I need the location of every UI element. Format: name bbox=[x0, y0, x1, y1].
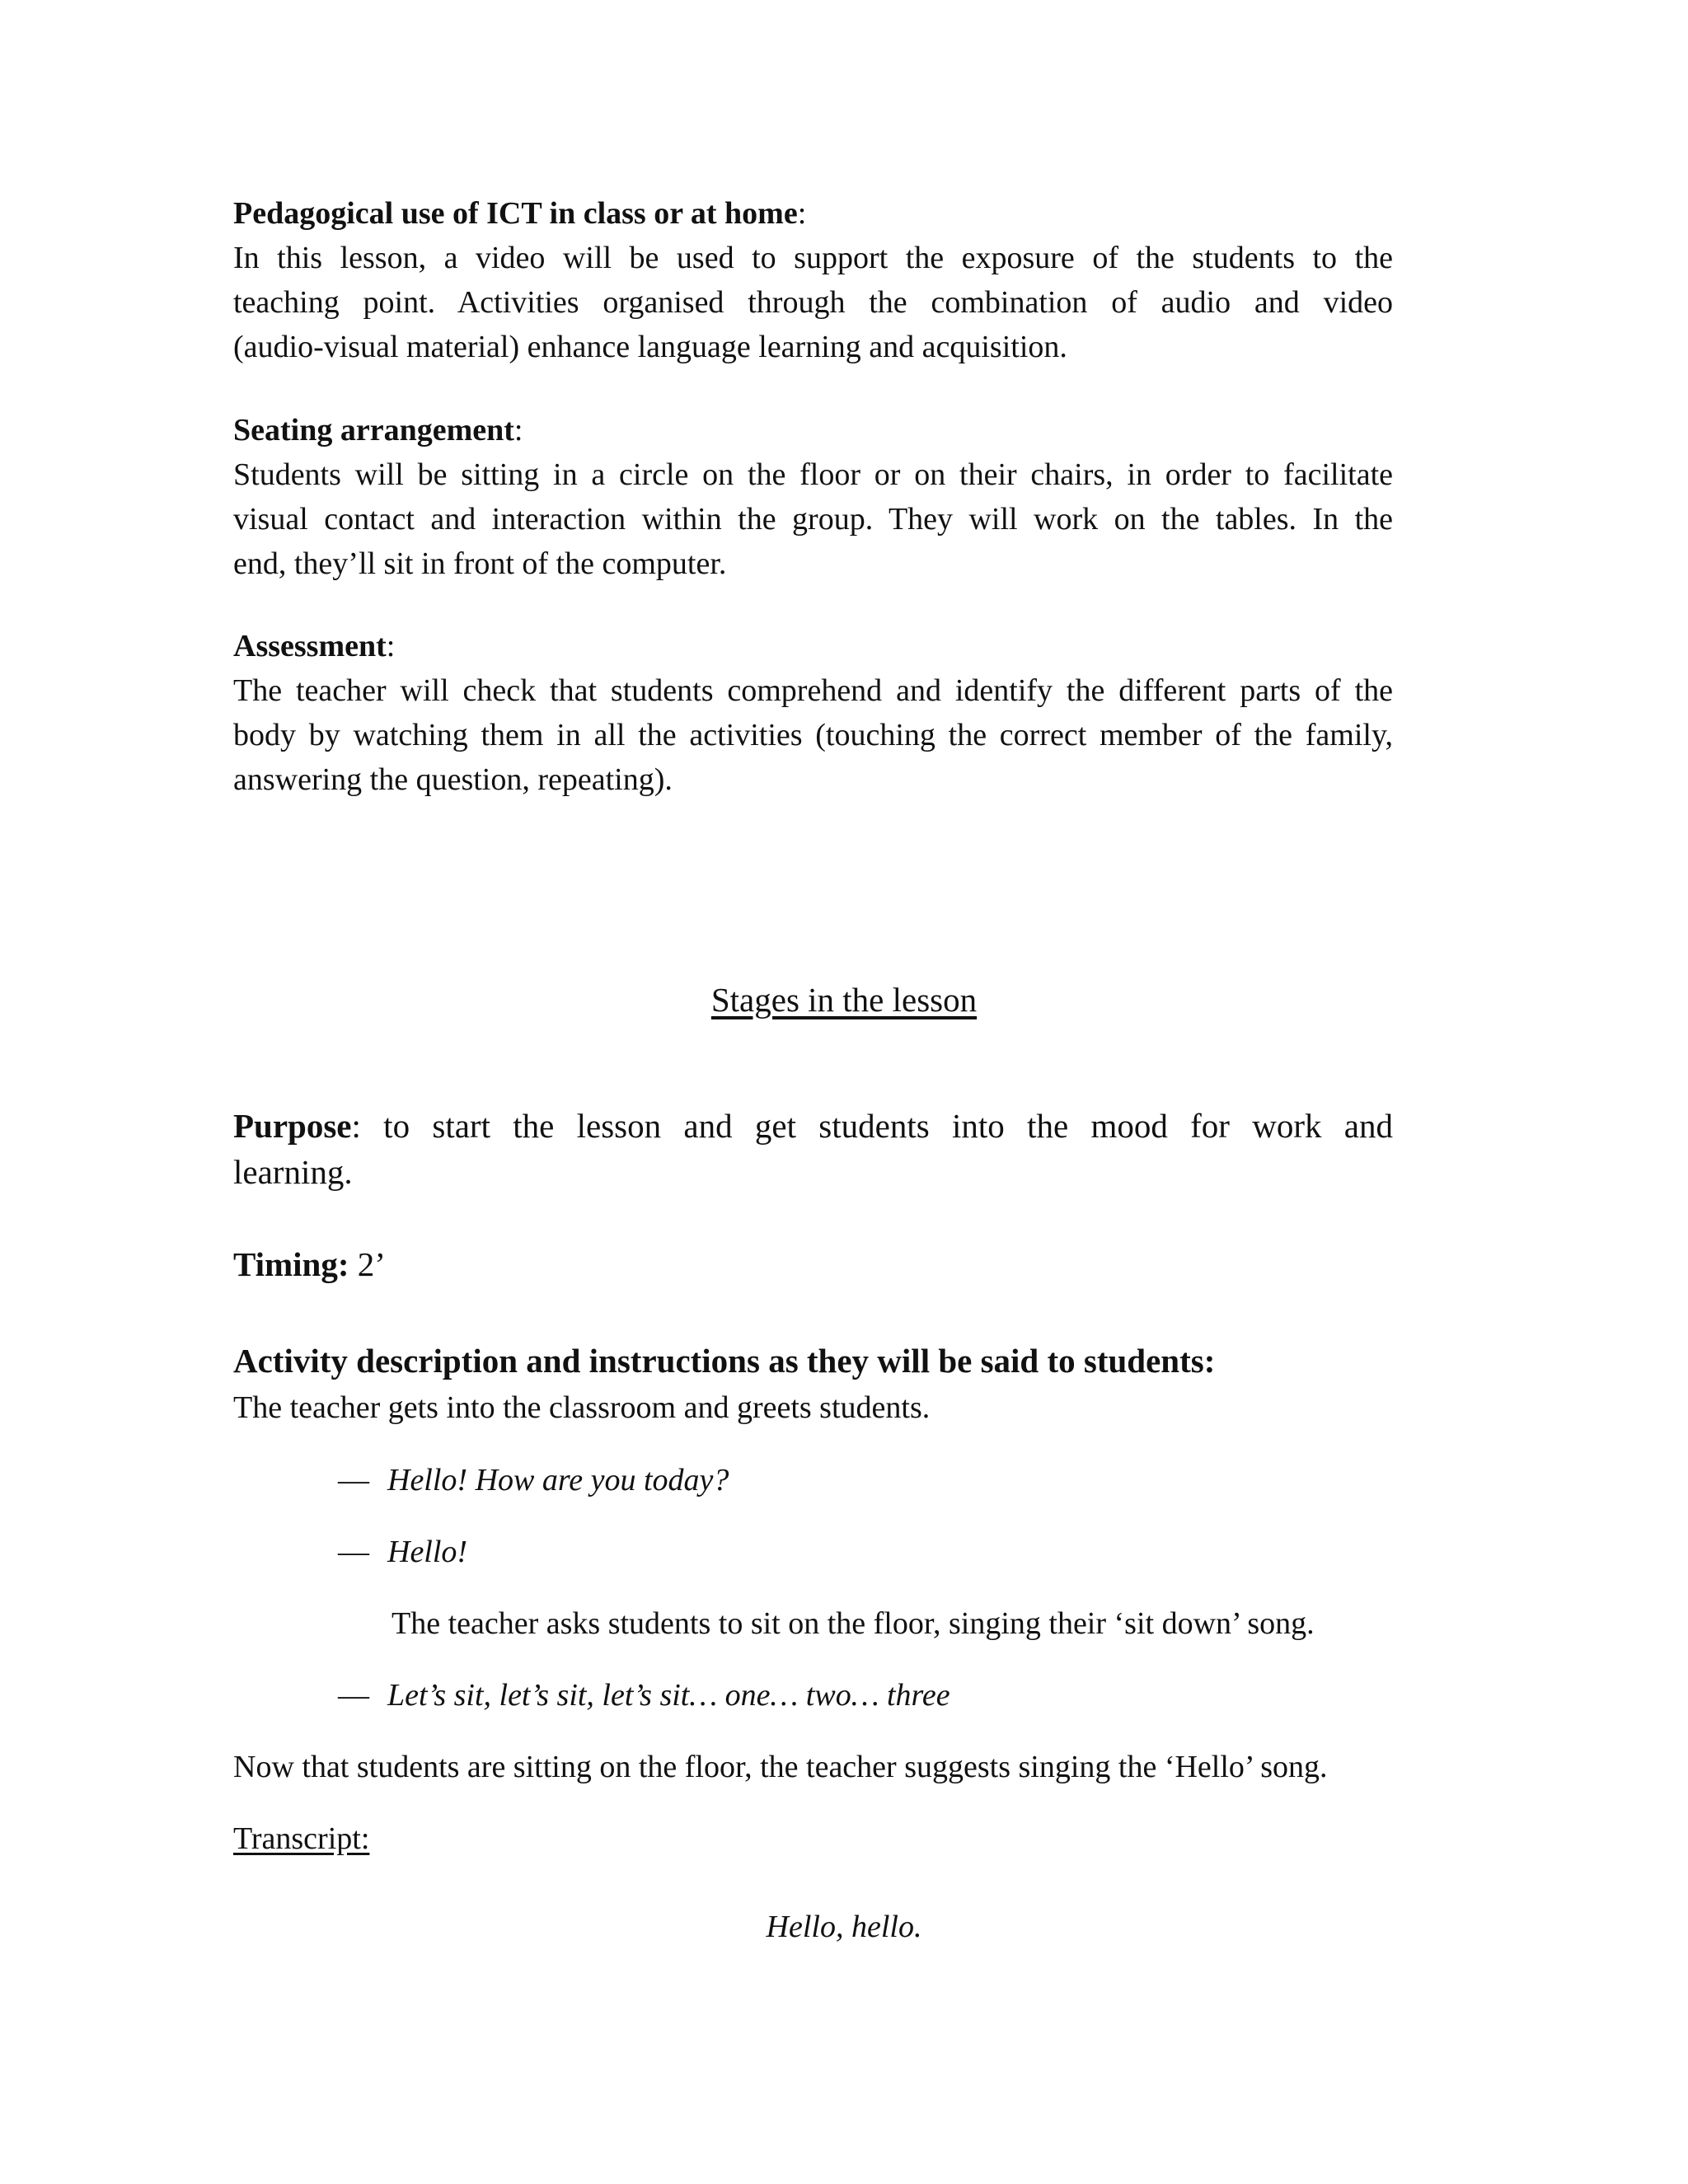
stages-title bbox=[0, 977, 1688, 1023]
stages-title-text: Stages in the lesson bbox=[710, 981, 978, 1019]
dialog-line-3 bbox=[338, 1673, 950, 1718]
seating-line-2: visual contact and interaction within the group. They will work on the tables. In the bbox=[233, 502, 1393, 537]
timing-line bbox=[233, 1241, 1393, 1287]
seating-paragraph bbox=[233, 452, 1393, 586]
ict-line-1: In this lesson, a video will be used to support the exposure of the students to the bbox=[233, 241, 1393, 275]
assessment-line-2: body by watching them in all the activities (touching the correct member of the family, bbox=[233, 718, 1393, 752]
dialog-dash-1: — bbox=[338, 1463, 369, 1497]
song-line: Hello, hello. bbox=[766, 1910, 922, 1944]
dialog-line-1 bbox=[338, 1458, 729, 1502]
dialog-text-2: Hello! bbox=[387, 1535, 468, 1569]
assessment-heading bbox=[233, 624, 395, 668]
dialog-text-3: Let’s sit, let’s sit, let’s sit… one… two… three bbox=[387, 1678, 950, 1713]
seating-heading-colon: : bbox=[513, 413, 523, 448]
activity-heading-text: Activity description and instructions as they will be said to students: bbox=[233, 1342, 1216, 1380]
dialog-line-2 bbox=[338, 1530, 467, 1574]
ict-heading-text: Pedagogical use of ICT in class or at home bbox=[233, 196, 798, 231]
assessment-line-1: The teacher will check that students comprehend and identify the different parts of the bbox=[233, 673, 1393, 708]
hello-song-intro: Now that students are sitting on the floor, the teacher suggests singing the ‘Hello’ song. bbox=[233, 1750, 1328, 1784]
purpose-label: Purpose bbox=[233, 1107, 352, 1145]
ict-heading bbox=[233, 191, 806, 236]
dialog-dash-3: — bbox=[338, 1678, 369, 1713]
assessment-line-3: answering the question, repeating). bbox=[233, 762, 673, 797]
ict-line-2: teaching point. Activities organised through the combination of audio and video bbox=[233, 285, 1393, 320]
assessment-heading-colon: : bbox=[386, 629, 396, 663]
seating-line-1: Students will be sitting in a circle on the floor or on their chairs, in order to facilitate bbox=[233, 457, 1393, 492]
teacher-instruction: The teacher asks students to sit on the floor, singing their ‘sit down’ song. bbox=[392, 1606, 1315, 1641]
activity-heading bbox=[233, 1338, 1393, 1384]
seating-heading bbox=[233, 408, 523, 452]
purpose-line-2: learning. bbox=[233, 1153, 353, 1191]
seating-line-3: end, they’ll sit in front of the computer. bbox=[233, 546, 727, 581]
timing-label: Timing: bbox=[233, 1245, 349, 1283]
transcript-label: Transcript: bbox=[233, 1821, 370, 1856]
ict-paragraph bbox=[233, 236, 1393, 369]
purpose-text-1: : to start the lesson and get students into the mood for work and bbox=[351, 1107, 1393, 1145]
dialog-dash-2: — bbox=[338, 1535, 369, 1569]
timing-value: 2’ bbox=[349, 1245, 386, 1283]
seating-heading-text: Seating arrangement bbox=[233, 413, 514, 448]
ict-heading-colon: : bbox=[797, 196, 807, 231]
purpose-paragraph bbox=[233, 1103, 1393, 1195]
activity-intro: The teacher gets into the classroom and greets students. bbox=[233, 1390, 931, 1425]
assessment-heading-text: Assessment bbox=[233, 629, 387, 663]
ict-line-3: (audio-visual material) enhance language learning and acquisition. bbox=[233, 330, 1067, 364]
purpose-line-1 bbox=[233, 1103, 1393, 1149]
dialog-text-1: Hello! How are you today? bbox=[387, 1463, 729, 1497]
assessment-paragraph bbox=[233, 668, 1393, 802]
